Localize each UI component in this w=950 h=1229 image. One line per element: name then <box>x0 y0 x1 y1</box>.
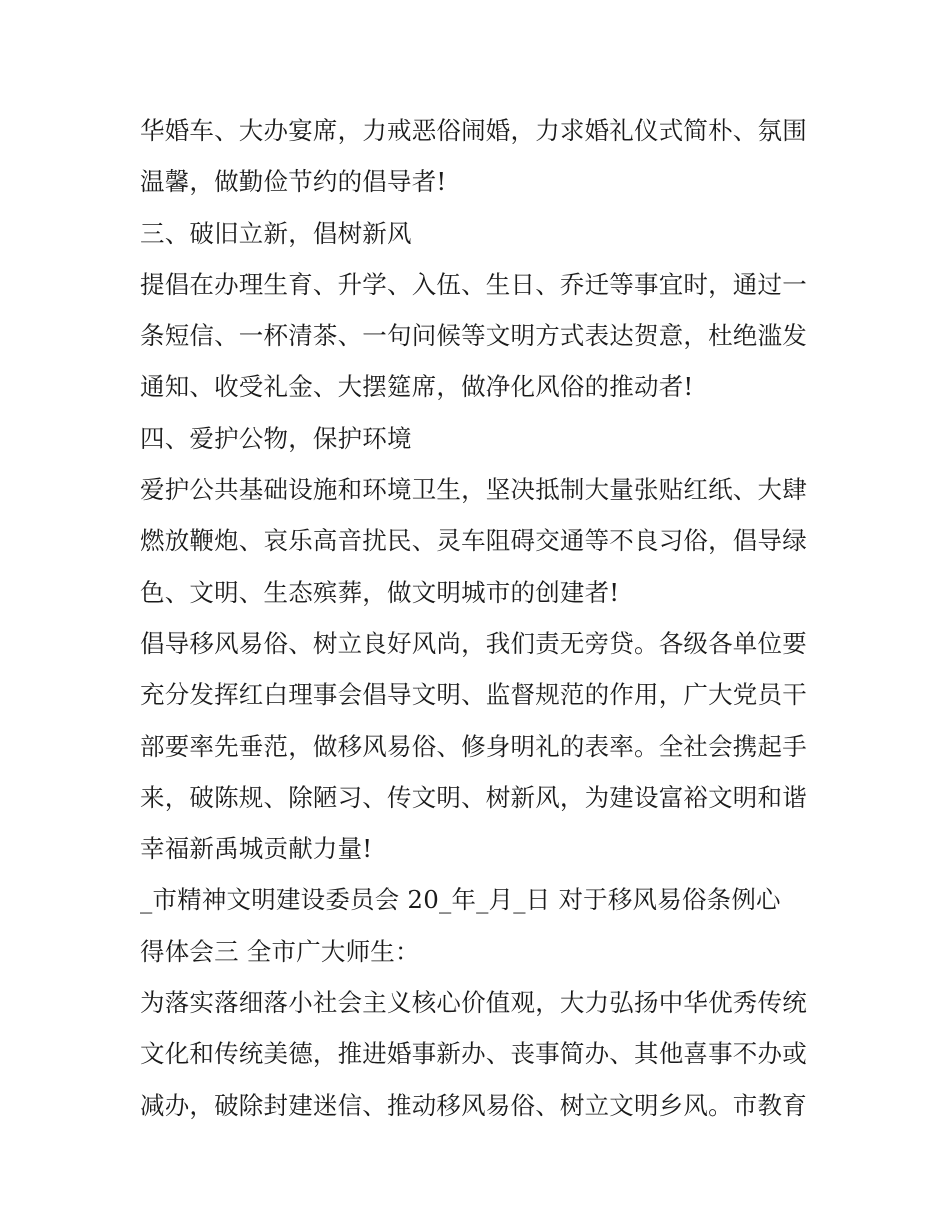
section-heading: 三、破旧立新，倡树新风 <box>140 218 412 248</box>
text-line: 幸福新禹城贡献力量! <box>140 834 373 864</box>
text-line: 爱护公共基础设施和环境卫生，坚决抵制大量张贴红纸、大肆 <box>140 475 807 505</box>
text-line: 文化和传统美德，推进婚事新办、丧事简办、其他喜事不办或 <box>140 1039 807 1069</box>
text-line: 来，破陈规、除陋习、传文明、树新风，为建设富裕文明和谐 <box>140 782 807 812</box>
document-body <box>140 105 815 1131</box>
text-line: 部要率先垂范，做移风易俗、修身明礼的表率。全社会携起手 <box>140 731 807 761</box>
text-line: 提倡在办理生育、升学、入伍、生日、乔迁等事宜时，通过一 <box>140 269 807 299</box>
text-line: 得体会三 全市广大师生： <box>140 936 420 966</box>
section-heading: 四、爱护公物，保护环境 <box>140 423 412 453</box>
text-line: 色、文明、生态殡葬，做文明城市的创建者! <box>140 577 620 607</box>
text-line: 燃放鞭炮、哀乐高音扰民、灵车阻碍交通等不良习俗，倡导绿 <box>140 526 807 556</box>
text-line: 倡导移风易俗、树立良好风尚，我们责无旁贷。各级各单位要 <box>140 628 807 658</box>
text-line: 华婚车、大办宴席，力戒恶俗闹婚，力求婚礼仪式简朴、氛围 <box>140 116 807 145</box>
text-line: 通知、收受礼金、大摆筵席，做净化风俗的推动者! <box>140 372 694 402</box>
text-line: _市精神文明建设委员会 20_年_月_日 对于移风易俗条例心 <box>140 885 781 915</box>
text-line: 充分发挥红白理事会倡导文明、监督规范的作用，广大党员干 <box>140 680 807 710</box>
text-line: 条短信、一杯清茶、一句问候等文明方式表达贺意，杜绝滥发 <box>140 321 807 351</box>
text-line: 为落实落细落小社会主义核心价值观，大力弘扬中华优秀传统 <box>140 988 807 1018</box>
text-line: 减办，破除封建迷信、推动移风易俗、树立文明乡风。市教育 <box>140 1090 807 1120</box>
text-line: 温馨，做勤俭节约的倡导者! <box>140 167 447 197</box>
